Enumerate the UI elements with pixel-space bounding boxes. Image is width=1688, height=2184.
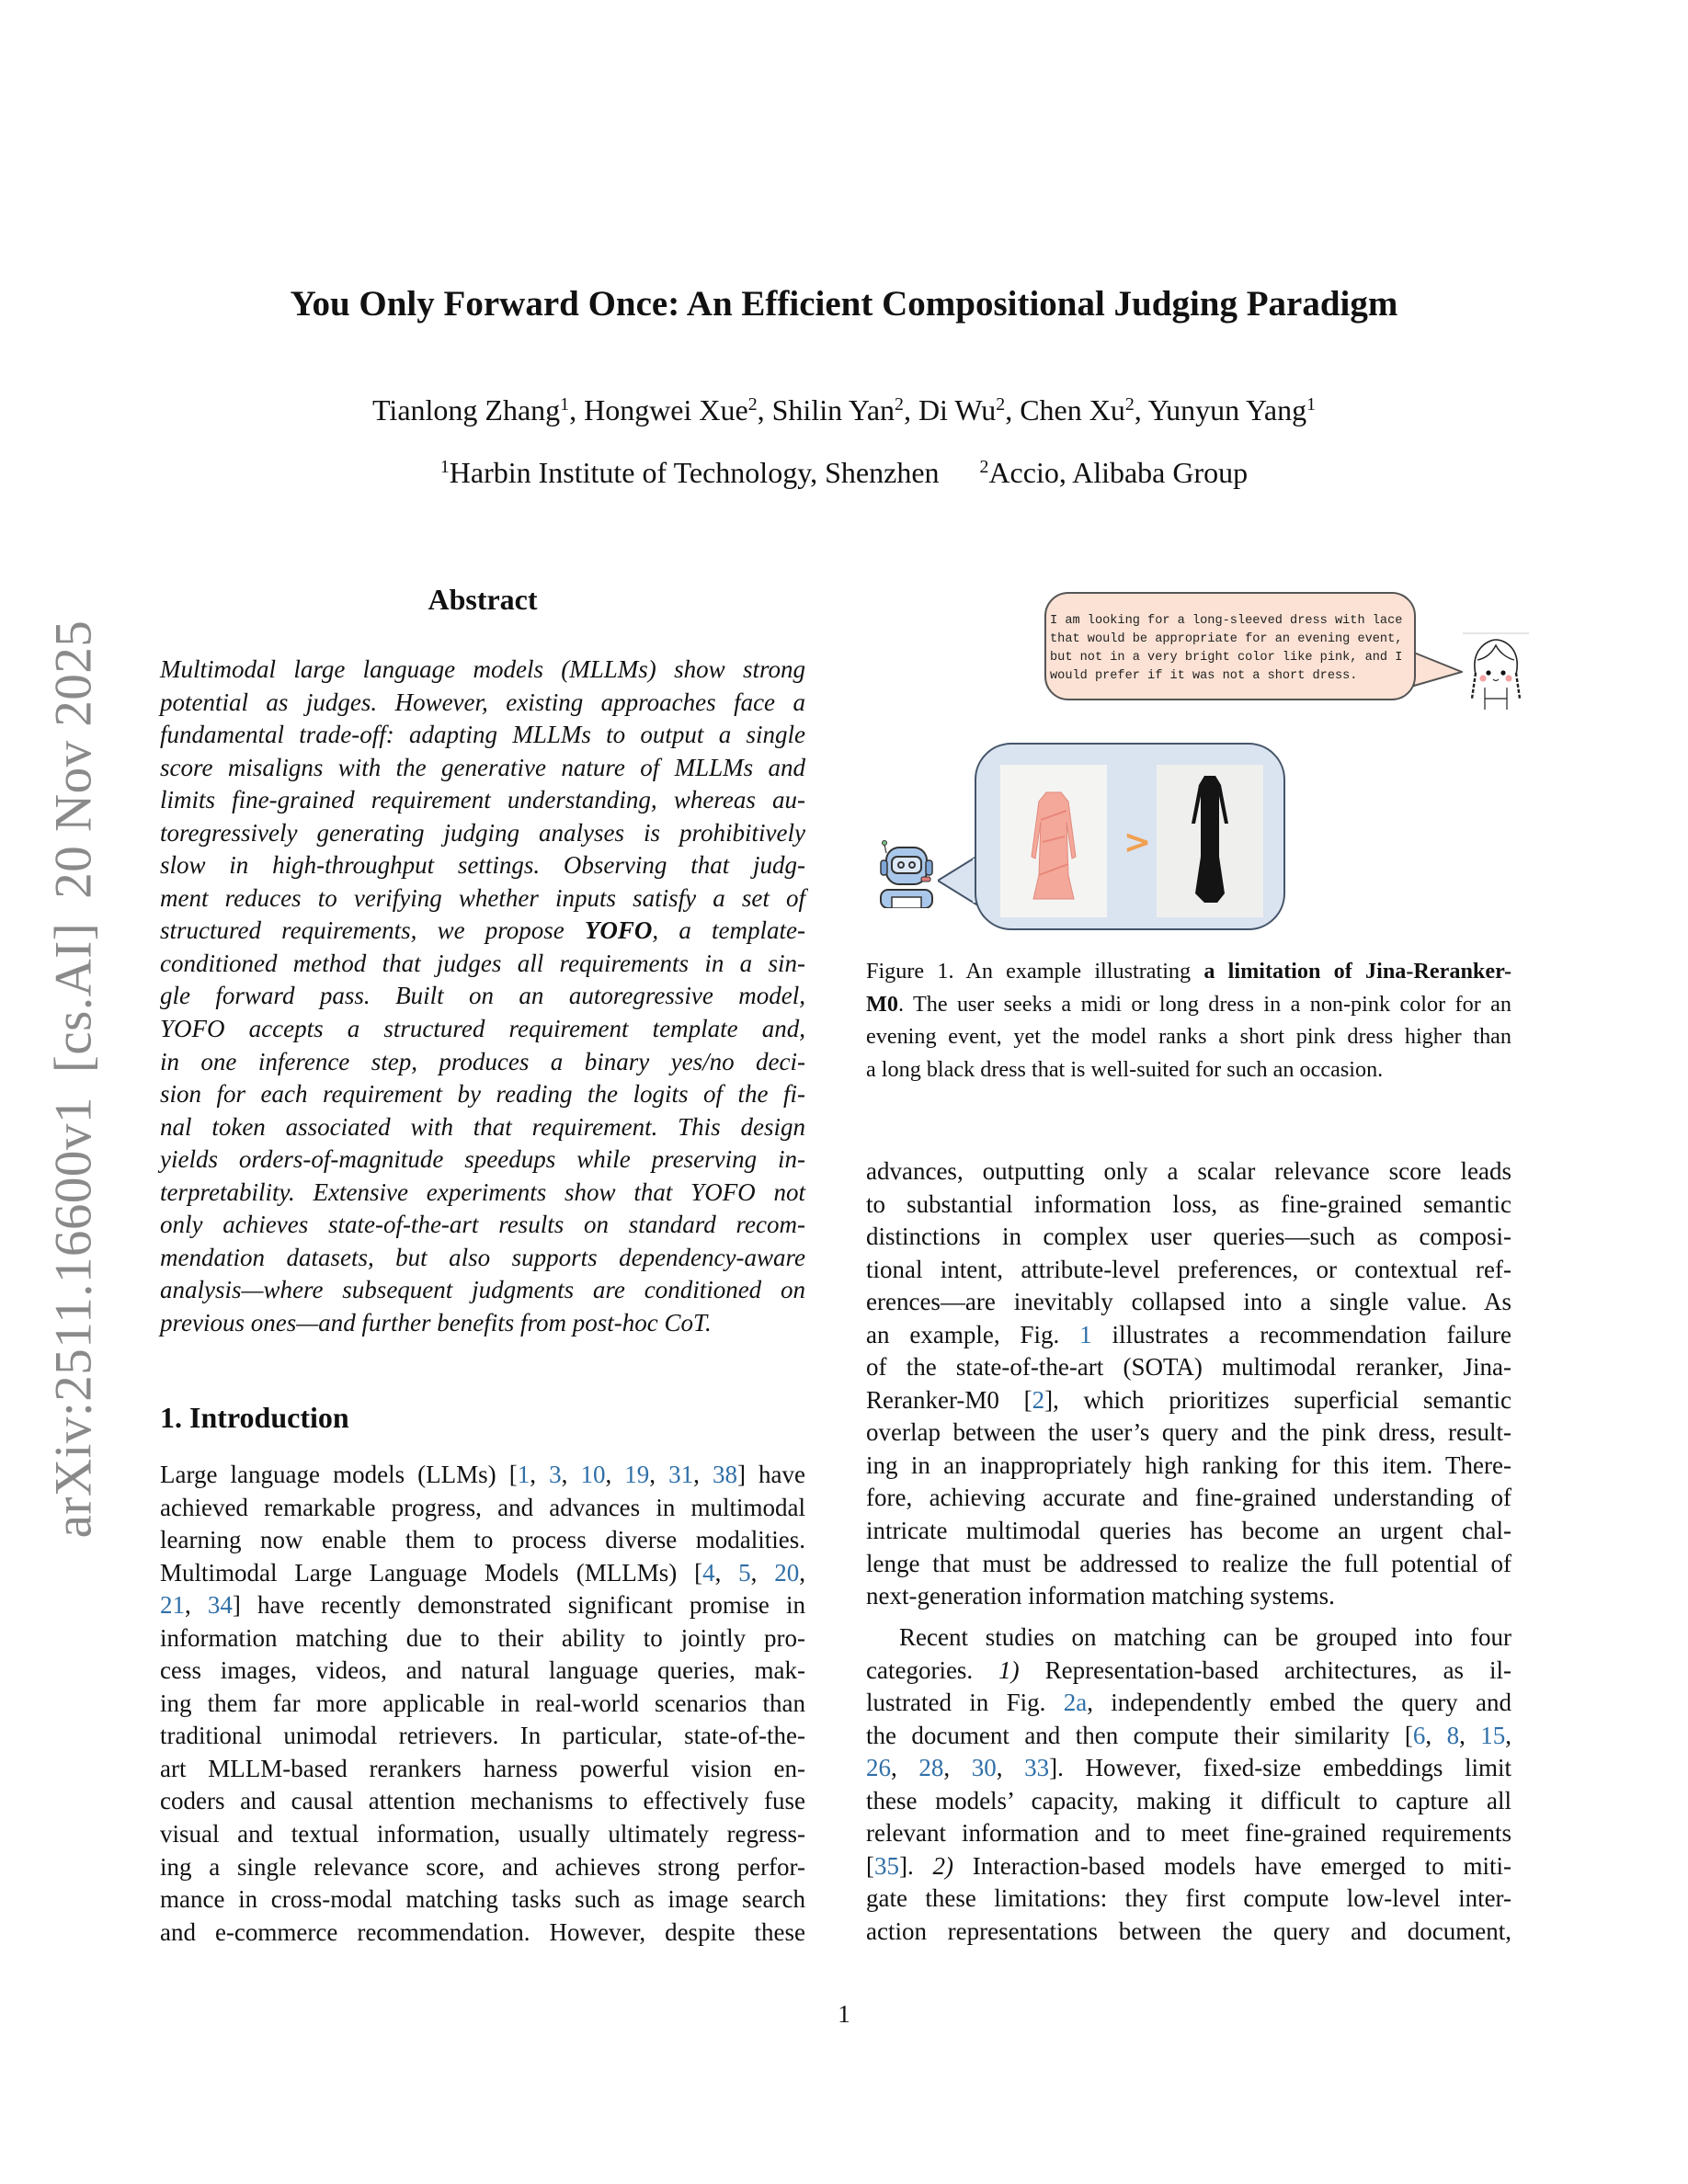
text-line: tional intent, attribute-level preferences, or contextual ref- — [866, 1255, 1511, 1283]
caption-line: a long black dress that is well-suited for such an occasion. — [866, 1056, 1384, 1082]
citation-link[interactable]: 26 — [866, 1754, 891, 1782]
citation-link[interactable]: 20 — [774, 1558, 800, 1587]
citation-link[interactable]: 31 — [668, 1461, 694, 1488]
citation-link[interactable]: 1 — [517, 1461, 530, 1488]
text-line: in one inference step, produces a binary yes/no deci- — [160, 1047, 805, 1075]
author: Shilin Yan$^2$ — [771, 393, 904, 427]
text-line: [35]. 2) Interaction-based models have emerged to miti- — [866, 1851, 1512, 1880]
text-line: 21, 34] have recently demonstrated significant promise in — [160, 1591, 805, 1620]
text-line: fore, achieving accurate and fine-grained understanding of — [866, 1484, 1511, 1512]
text-line: ing them far more applicable in real-world scenarios than — [160, 1689, 805, 1717]
italic-text: 2) — [932, 1851, 954, 1880]
ranking-greater-than-arrow: > — [1123, 824, 1152, 861]
text-line: mance in cross-modal matching tasks such as image search — [160, 1885, 805, 1914]
text-line: advances, outputting only a scalar relevance score leads — [866, 1157, 1511, 1185]
text-line: learning now enable them to process diverse modalities. — [160, 1526, 805, 1554]
text-line: to substantial information loss, as fine-grained semantic — [866, 1189, 1511, 1218]
citation-link[interactable]: 34 — [207, 1591, 233, 1620]
text-line: limits fine-grained requirement understanding, whereas au- — [160, 786, 805, 814]
text-line: only achieves state-of-the-art results on standard recom- — [160, 1211, 805, 1239]
text-line: conditioned method that judges all requirements in a sin- — [160, 949, 805, 977]
text-line: lustrated in Fig. 2a, independently embed the query and — [866, 1689, 1511, 1717]
text-line: overlap between the user’s query and the pink dress, result- — [866, 1418, 1511, 1447]
citation-link[interactable]: 8 — [1446, 1721, 1460, 1749]
citation-link[interactable]: 2 — [1032, 1385, 1045, 1414]
figure-1-caption — [866, 956, 1511, 1086]
text-line: next-generation information matching systems. — [866, 1582, 1335, 1610]
text-line: ing in an inappropriately high ranking for this item. There- — [866, 1450, 1511, 1479]
text-line: intricate multimodal queries has become an urgent chal- — [866, 1517, 1511, 1545]
text-line: relevant information and to meet fine-grained requirements — [866, 1819, 1511, 1848]
introduction-right-paragraph-2 — [866, 1621, 1511, 1948]
page-number: 1 — [838, 2000, 850, 2028]
text-line: toregressively generating judging analyses is prohibitively — [160, 818, 805, 847]
author-list: Tianlong Zhang$^1$, Hongwei Xue$^2$, Shilin Yan$^2$, Di Wu$^2$, Chen Xu$^2$, Yunyun Yang$^1$ — [372, 393, 1316, 427]
arxiv-category: [cs.AI] — [44, 922, 103, 1074]
text-line: of the state-of-the-art (SOTA) multimodal reranker, Jina- — [866, 1353, 1511, 1382]
text-line: these models’ capacity, making it difficult to capture all — [866, 1786, 1511, 1814]
citation-link[interactable]: 30 — [971, 1754, 997, 1782]
text-line: Large language models (LLMs) [1, 3, 10, 19, 31, 38] have — [160, 1461, 806, 1488]
text-line: information matching due to their ability to jointly pro- — [160, 1623, 805, 1652]
text-line: ing a single relevance score, and achieves strong perfor- — [160, 1852, 805, 1881]
text-line: the document and then compute their similarity [6, 8, 15, — [866, 1721, 1512, 1749]
introduction-left-column — [160, 1459, 805, 1949]
citation-link[interactable]: 10 — [580, 1461, 606, 1488]
citation-link[interactable]: 28 — [918, 1754, 944, 1782]
italic-text: 1) — [998, 1655, 1020, 1684]
text-line: slow in high-throughput settings. Observing that judg- — [160, 851, 805, 880]
introduction-right-paragraph-1 — [866, 1155, 1511, 1613]
text-line: categories. 1) Representation-based architectures, as il- — [866, 1655, 1512, 1684]
pink-dress-image — [1000, 765, 1107, 917]
text-line: score misaligns with the generative nature of MLLMs and — [160, 753, 805, 781]
affiliations — [0, 456, 1688, 490]
citation-link[interactable]: 6 — [1412, 1721, 1426, 1749]
text-line: terpretability. Extensive experiments show that YOFO not — [160, 1177, 805, 1206]
text-line: potential as judges. However, existing approaches face a — [160, 688, 805, 716]
text-line: gle forward pass. Built on an autoregressive model, — [160, 982, 805, 1010]
text-line: erences—are inevitably collapsed into a single value. As — [866, 1288, 1511, 1316]
text-line: Recent studies on matching can be grouped into four — [899, 1623, 1511, 1651]
arxiv-date: 20 Nov 2025 — [44, 620, 103, 899]
text-line: previous ones—and further benefits from post-hoc CoT. — [160, 1308, 712, 1337]
abstract-body — [160, 654, 805, 1339]
citation-link[interactable]: 5 — [738, 1558, 751, 1587]
text-line: Multimodal large language models (MLLMs) show strong — [160, 655, 805, 683]
citation-link[interactable]: 19 — [624, 1461, 650, 1488]
black-dress-image — [1157, 765, 1263, 917]
text-line: lenge that must be addressed to realize the full potential of — [866, 1549, 1511, 1577]
citation-link[interactable]: 35 — [874, 1851, 899, 1880]
text-line: 26, 28, 30, 33]. However, fixed-size embeddings limit — [866, 1754, 1512, 1782]
text-line: Reranker-M0 [2], which prioritizes superficial semantic — [866, 1385, 1511, 1414]
text-line: yields orders-of-magnitude speedups while preserving in- — [160, 1145, 805, 1174]
text-line: traditional unimodal retrievers. In particular, state-of-the- — [160, 1722, 805, 1750]
citation-link[interactable]: 21 — [160, 1591, 185, 1620]
text-line: structured requirements, we propose YOFO, a template- — [160, 916, 805, 945]
text-line: Multimodal Large Language Models (MLLMs) [4, 5, 20, — [160, 1558, 806, 1587]
text-line: cess images, videos, and natural language queries, mak- — [160, 1656, 805, 1685]
citation-link[interactable]: 15 — [1480, 1721, 1506, 1749]
abstract-heading: Abstract — [428, 583, 538, 616]
text-line: mendation datasets, but also supports dependency-aware — [160, 1243, 805, 1271]
text-line: sion for each requirement by reading the logits of the fi- — [160, 1080, 805, 1109]
text-line: an example, Fig. 1 illustrates a recommendation failure — [866, 1320, 1511, 1348]
text-line: and e-commerce recommendation. However, despite these — [160, 1917, 805, 1946]
author: Hongwei Xue$^2$ — [584, 393, 758, 427]
model-bubble-tail — [936, 855, 978, 906]
user-avatar-icon — [1463, 632, 1529, 710]
section-heading-introduction: 1. Introduction — [160, 1401, 349, 1434]
arxiv-id: arXiv:2511.16600v1 — [44, 1097, 103, 1539]
text-line: ment reduces to verifying whether inputs satisfy a set of — [160, 883, 805, 912]
user-query-text: I am looking for a long-sleeved dress with lace that would be appropriate for an evening event, but not in a very bright color like pink, and I would prefer if it was not a short dress. — [1050, 614, 1403, 683]
text-line: distinctions in complex user queries—such as composi- — [866, 1223, 1511, 1251]
text-line: visual and textual information, usually ultimately regress- — [160, 1820, 805, 1848]
text-line: fundamental trade-off: adapting MLLMs to output a single — [160, 721, 805, 749]
text-line: gate these limitations: they first compute low-level inter- — [866, 1884, 1511, 1913]
caption-line: M0. The user seeks a midi or long dress in a non-pink color for an — [866, 991, 1511, 1017]
citation-link[interactable]: 4 — [702, 1558, 715, 1587]
affiliation-2: $^2$Accio, Alibaba Group — [979, 456, 1249, 489]
author: Yunyun Yang$^1$ — [1147, 393, 1316, 427]
affiliation-1: $^1$Harbin Institute of Technology, Shenzhen — [439, 456, 940, 489]
bold-text: YOFO — [584, 916, 653, 945]
robot-avatar-icon — [875, 840, 938, 908]
text-line: coders and causal attention mechanisms to effectively fuse — [160, 1787, 805, 1815]
author: Tianlong Zhang$^1$ — [372, 393, 570, 427]
text-line: analysis—where subsequent judgments are conditioned on — [160, 1276, 805, 1304]
caption-line: evening event, yet the model ranks a short pink dress higher than — [866, 1024, 1511, 1050]
author: Chen Xu$^2$ — [1020, 393, 1135, 427]
citation-link[interactable]: 38 — [712, 1461, 737, 1488]
text-line: nal token associated with that requirement. This design — [160, 1112, 805, 1141]
arxiv-stamp — [44, 620, 104, 1539]
citation-link[interactable]: 3 — [549, 1461, 562, 1488]
text-line: YOFO accepts a structured requirement template and, — [160, 1015, 805, 1043]
paper-title: You Only Forward Once: An Efficient Compositional Judging Paradigm — [290, 284, 1398, 324]
text-line: art MLLM-based rerankers harness powerful vision en- — [160, 1754, 805, 1782]
author: Di Wu$^2$ — [918, 393, 1006, 427]
citation-link[interactable]: 1 — [1079, 1320, 1092, 1348]
citation-link[interactable]: 33 — [1024, 1754, 1050, 1782]
citation-link[interactable]: 2a — [1063, 1689, 1088, 1717]
text-line: achieved remarkable progress, and advances in multimodal — [160, 1493, 805, 1521]
caption-line: Figure 1. An example illustrating a limitation of Jina-Reranker- — [866, 959, 1511, 984]
text-line: action representations between the query and document, — [866, 1917, 1511, 1945]
